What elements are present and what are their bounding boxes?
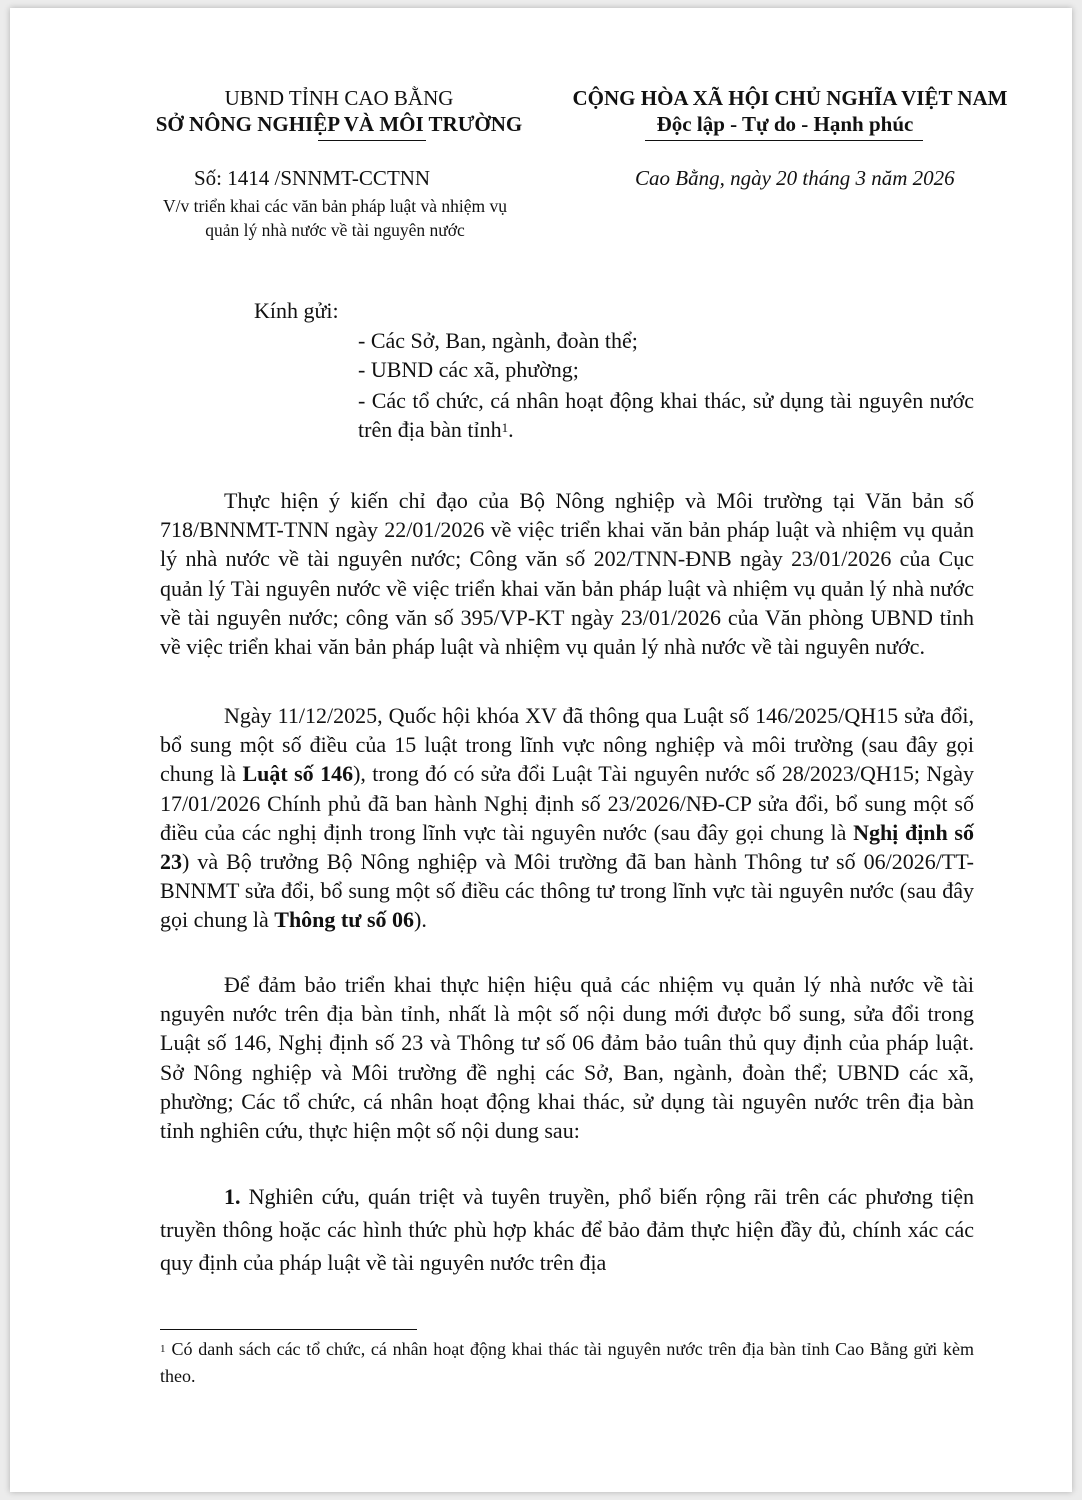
- paragraph-text: Thực hiện ý kiến chỉ đạo của Bộ Nông nghiệp và Môi trường tại Văn bản số 718/BNNMT-TNN ngày 22/01/2026 về việc triển khai văn bản pháp luật và nhiệm vụ quản lý nhà nước về tài nguyên nước; Công văn số 202/TNN-ĐNB ngày 23/01/2026 của Cục quản lý Tài nguyên nước về việc triển khai văn bản pháp luật và nhiệm vụ quản lý nhà nước về tài nguyên nước; công văn số 395/VP-KT ngày 23/01/2026 của Văn phòng UBND tỉnh về việc triển khai văn bản pháp luật và nhiệm vụ quản lý nhà nước về tài nguyên nước.: [160, 488, 974, 660]
- bold-ref-circular-06: Thông tư số 06: [274, 907, 414, 933]
- bold-ref-law-146: Luật số 146: [242, 761, 354, 787]
- recipient-item: - Các Sở, Ban, ngành, đoàn thể;: [358, 328, 638, 353]
- paragraph-text: ), trong đó có sửa đổi Luật Tài nguyên nước số 28/2023/QH15; Ngày 17/01/2026 Chính phủ đã ban hành Nghị định số 23/2026/NĐ-CP sửa đổi, bổ sung một số điều của các nghị định trong lĩnh vực tài nguyên nước (sau đây gọi chung là: [160, 761, 974, 845]
- paragraph-text: Ngày 11/12/2025, Quốc hội khóa XV đã thông qua Luật số 146/2025/QH15 sửa đổi, bổ sung một số điều của 15 luật trong lĩnh vực nông nghiệp và môi trường (sau đây gọi chung là: [160, 703, 974, 787]
- body-paragraph-1: [160, 486, 974, 661]
- paragraph-text: Nghiên cứu, quán triệt và tuyên truyền, phổ biến rộng rãi trên các phương tiện truyền thông hoặc các hình thức phù hợp khác để bảo đảm thực hiện đầy đủ, chính xác các quy định của pháp luật về tài nguyên nước trên địa: [160, 1184, 974, 1275]
- footnote-text: Có danh sách các tổ chức, cá nhân hoạt động khai thác tài nguyên nước trên địa bàn tỉnh Cao Bằng gửi kèm theo.: [160, 1339, 974, 1386]
- doc-number-value: 1414: [227, 166, 270, 190]
- footnote-mark: 1: [160, 1343, 166, 1355]
- subject-line-1: V/v triển khai các văn bản pháp luật và nhiệm vụ: [162, 196, 508, 216]
- body-paragraph-3: [160, 970, 974, 1145]
- subject-line-2: quản lý nhà nước về tài nguyên nước: [205, 220, 465, 240]
- recipient-item-end: .: [508, 417, 514, 443]
- item-number: 1.: [224, 1184, 241, 1209]
- motto-underline: [645, 140, 923, 141]
- recipient-item: [358, 386, 974, 444]
- national-motto: Độc lập - Tự do - Hạnh phúc: [656, 112, 914, 136]
- paragraph-text: ) và Bộ trưởng Bộ Nông nghiệp và Môi trường đã ban hành Thông tư số 06/2026/TT-BNNMT sửa đổi, bổ sung một số điều các thông tư trong lĩnh vực tài nguyên nước (sau đây gọi chung là: [160, 849, 974, 933]
- footnote-ref: 1: [501, 420, 509, 436]
- footnote: [160, 1336, 974, 1390]
- bold-ref-decree-23: Nghị định số 23: [160, 819, 974, 875]
- footnote-separator: [160, 1329, 417, 1330]
- date-line: Cao Bằng, ngày 20 tháng 3 năm 2026: [635, 166, 955, 190]
- doc-number-suffix: /SNNMT-CCTNN: [274, 166, 431, 190]
- doc-number-prefix: Số:: [194, 166, 223, 190]
- recipients-label: Kính gửi:: [254, 298, 339, 323]
- document-number: [194, 166, 430, 191]
- org-underline: [318, 140, 426, 141]
- paragraph-text: ).: [414, 907, 427, 933]
- document-page: [10, 8, 1072, 1492]
- paragraph-text: Để đảm bảo triển khai thực hiện hiệu quả các nhiệm vụ quản lý nhà nước về tài nguyên nước trên địa bàn tỉnh, nhất là một số nội dung mới được bổ sung, sửa đổi trong Luật số 146, Nghị định số 23 và Thông tư số 06 đảm bảo tuân thủ quy định của pháp luật. Sở Nông nghiệp và Môi trường đề nghị các Sở, Ban, ngành, đoàn thể; UBND các xã, phường; Các tổ chức, cá nhân hoạt động khai thác, sử dụng tài nguyên nước trên địa bàn tỉnh nghiên cứu, thực hiện một số nội dung sau:: [160, 972, 974, 1144]
- body-paragraph-4: [160, 1180, 974, 1279]
- org-parent: UBND TỈNH CAO BẰNG: [224, 86, 454, 110]
- org-name: SỞ NÔNG NGHIỆP VÀ MÔI TRƯỜNG: [155, 112, 523, 136]
- body-paragraph-2: [160, 701, 974, 935]
- recipient-item: - UBND các xã, phường;: [358, 357, 579, 382]
- recipient-item-text: - Các tổ chức, cá nhân hoạt động khai thác, sử dụng tài nguyên nước trên địa bàn tỉnh: [358, 388, 974, 443]
- national-title: CỘNG HÒA XÃ HỘI CHỦ NGHĨA VIỆT NAM: [572, 86, 1008, 110]
